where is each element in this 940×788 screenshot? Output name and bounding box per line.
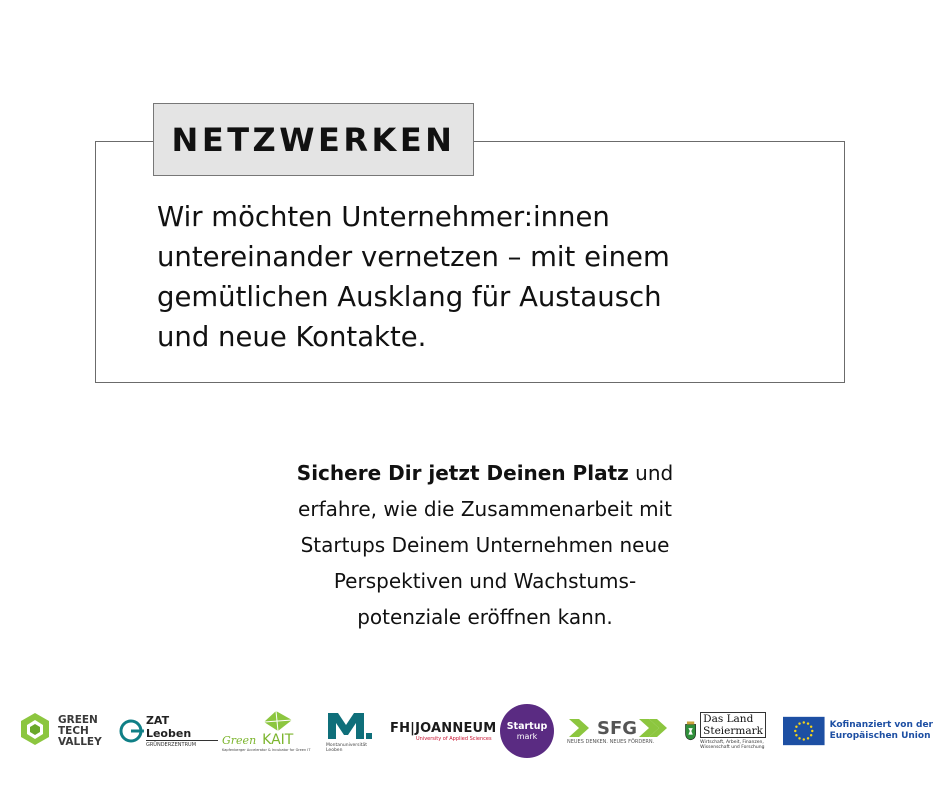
- logo-text: FH|JOANNEUM: [390, 720, 497, 736]
- fh-joanneum-logo: [390, 700, 498, 762]
- logo-text: TECH: [58, 724, 89, 737]
- headline-tag: [153, 103, 474, 176]
- logo-text: Das Land: [703, 713, 754, 725]
- green-kait-logo: [222, 700, 314, 762]
- logo-text: VALLEY: [58, 735, 102, 748]
- kite-icon: [256, 710, 296, 732]
- logo-text: SFG: [597, 717, 638, 739]
- startupmark-badge: [500, 704, 554, 758]
- call-to-action: [245, 455, 725, 635]
- logo-text: Leoben: [326, 748, 343, 753]
- logo-text: Green: [222, 734, 257, 747]
- zat-ring-icon: [118, 718, 144, 744]
- logo-text: Kofinanziert von der: [829, 720, 933, 730]
- logo-text: NEUES DENKEN. NEUES FÖRDERN.: [567, 739, 655, 745]
- logo-text: Startup: [506, 720, 548, 732]
- logo-text: Montanuniversität: [326, 743, 367, 748]
- logo-text: mark: [516, 731, 538, 741]
- logo-text: Wissenschaft und Forschung: [700, 745, 765, 750]
- coat-of-arms-icon: [684, 718, 697, 744]
- chevron-right-icon: [639, 717, 669, 739]
- cta-rest: und: [628, 461, 674, 485]
- logo-text: ZAT Leoben: [145, 714, 192, 740]
- body-line: Wir möchten Unternehmer:innen: [157, 201, 610, 233]
- headline: NETZWERKEN: [171, 120, 456, 159]
- body-line: untereinander vernetzen – mit einem: [157, 241, 670, 273]
- montanuni-m-icon: [326, 709, 374, 741]
- cta-bold: Sichere Dir jetzt Deinen Platz: [296, 461, 629, 485]
- zat-leoben-logo: [118, 700, 218, 762]
- logo-text: Kapfenberger Accelerator & Incubator for Green IT: [222, 748, 311, 752]
- startupmark-logo: [500, 700, 556, 762]
- chevron-right-icon: [567, 717, 595, 739]
- logo-text: GRÜNDERZENTRUM: [146, 740, 218, 748]
- body-text: [157, 197, 797, 357]
- partner-logos: [0, 700, 940, 770]
- logo-text: Steiermark: [703, 725, 763, 737]
- logo-text: Europäischen Union: [829, 731, 931, 741]
- green-tech-valley-logo: [15, 700, 110, 762]
- eu-flag-icon: [783, 716, 825, 746]
- cta-line: Startups Deinem Unternehmen neue: [300, 533, 670, 557]
- logo-text: University of Applied Sciences: [416, 735, 492, 742]
- body-line: gemütlichen Ausklang für Austausch: [157, 281, 662, 313]
- eu-logo: [783, 700, 933, 762]
- cta-line: potenziale eröffnen kann.: [357, 605, 613, 629]
- steiermark-logo: [684, 700, 766, 762]
- logo-text: KAIT: [262, 732, 294, 748]
- body-line: und neue Kontakte.: [157, 321, 427, 353]
- logo-text: GREEN: [58, 713, 98, 726]
- montanuni-logo: [326, 700, 382, 762]
- cta-line: erfahre, wie die Zusammenarbeit mit: [298, 497, 672, 521]
- logo-text: Wirtschaft, Arbeit, Finanzen,: [700, 740, 764, 745]
- hexagon-icon: [15, 711, 55, 751]
- cta-line: Perspektiven und Wachstums-: [333, 569, 637, 593]
- sfg-logo: [567, 700, 671, 762]
